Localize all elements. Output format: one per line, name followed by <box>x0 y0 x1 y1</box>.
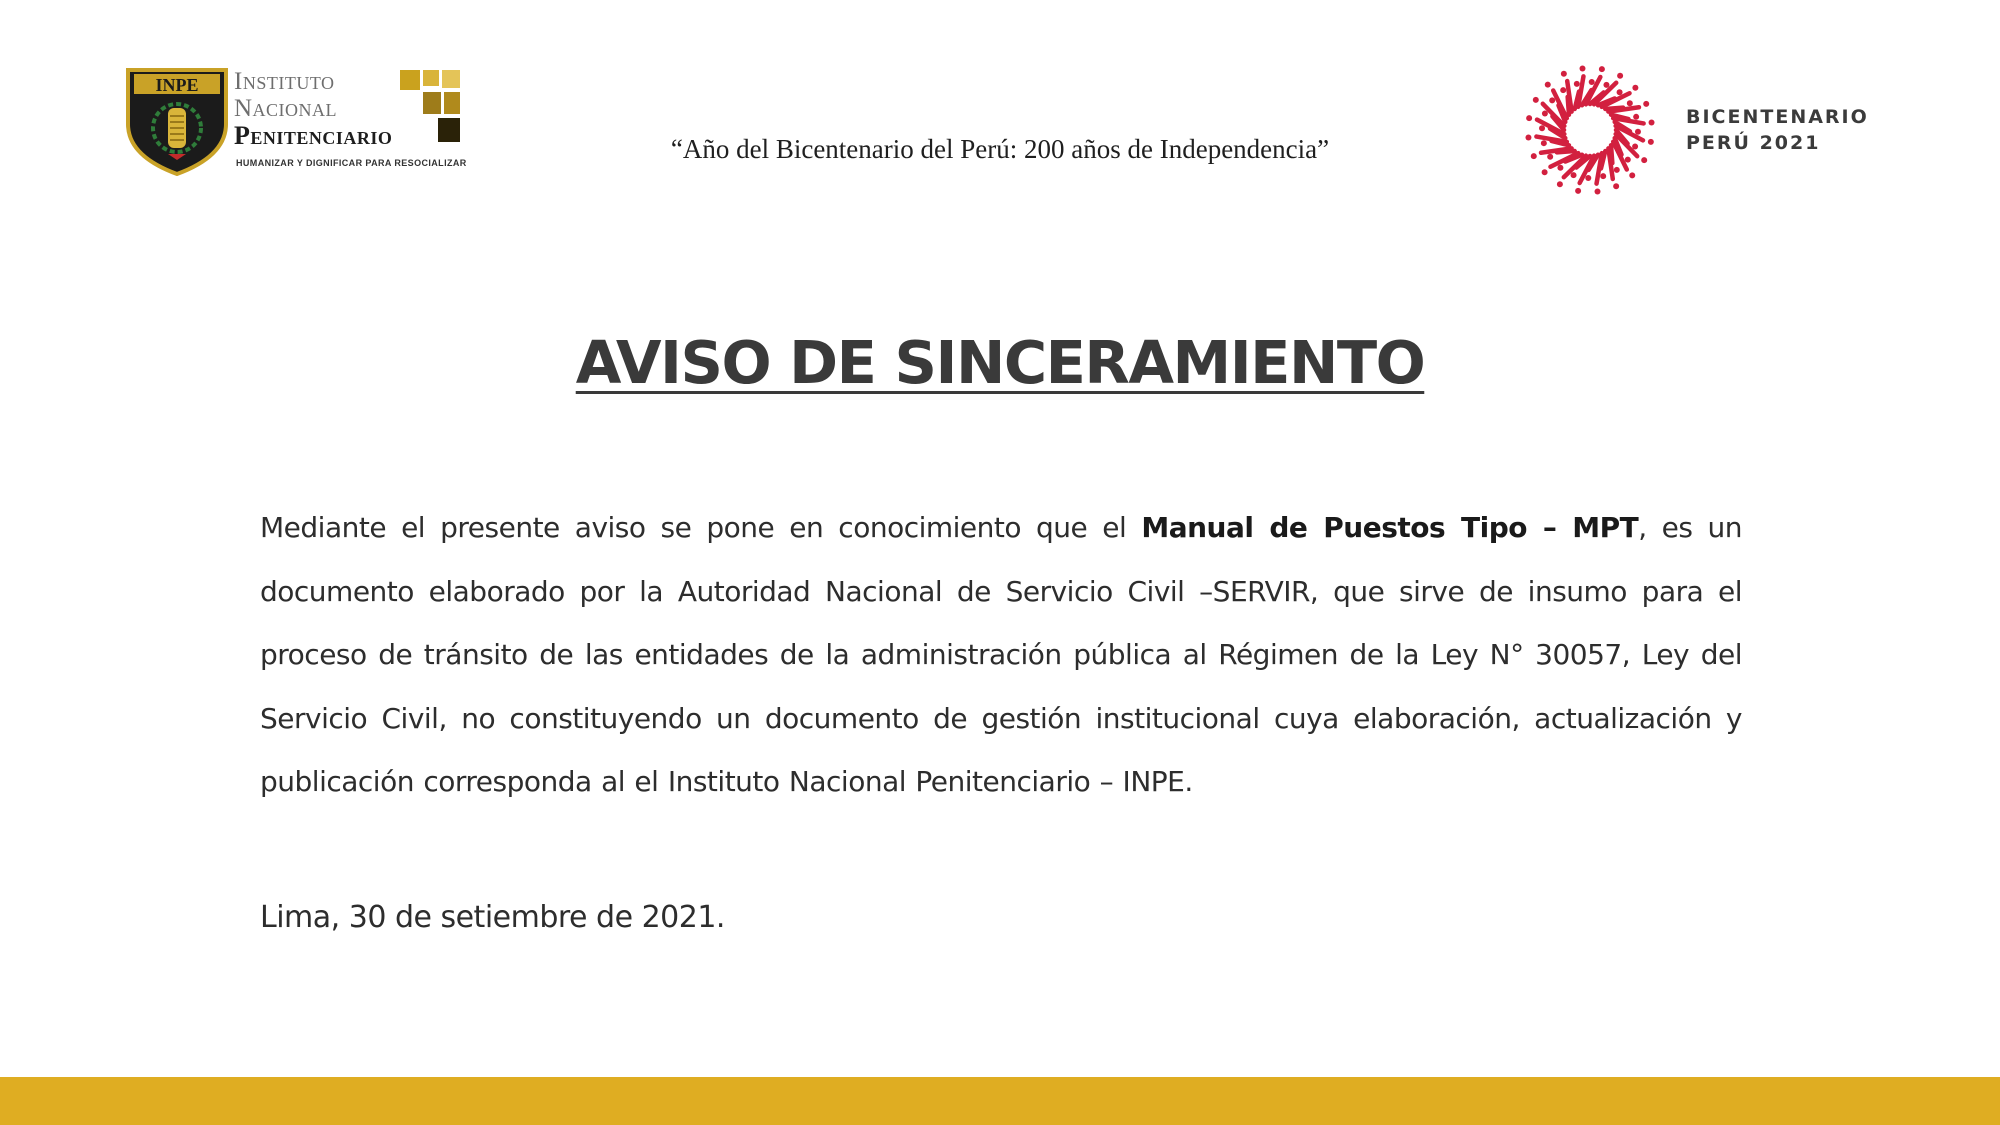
gold-squares-icon <box>400 70 460 142</box>
year-motto: “Año del Bicentenario del Perú: 200 años de Independencia” <box>670 134 1330 164</box>
inpe-name-line-2: Nacional <box>234 95 338 122</box>
bicentenario-line-2: PERÚ 2021 <box>1686 132 1821 154</box>
notice-body <box>260 496 1742 814</box>
inpe-name-line-1: Instituto <box>234 68 335 95</box>
inpe-logo <box>124 64 484 184</box>
inpe-name-line-3: Penitenciario <box>234 121 393 150</box>
notice-title-text: AVISO DE SINCERAMIENTO <box>575 328 1425 397</box>
notice-date: Lima, 30 de setiembre de 2021. <box>260 900 725 935</box>
bicentenario-line-1: BICENTENARIO <box>1686 106 1869 128</box>
notice-title <box>0 328 2000 397</box>
notice-bold-text: Manual de Puestos Tipo – MPT <box>1141 511 1639 544</box>
bicentenario-sun-icon <box>1520 60 1660 200</box>
inpe-tagline: HUMANIZAR Y DIGNIFICAR PARA RESOCIALIZAR <box>236 158 467 168</box>
bicentenario-logo <box>1520 60 1900 200</box>
notice-text-before: Mediante el presente aviso se pone en conocimiento que el <box>260 511 1142 544</box>
inpe-badge-text: INPE <box>155 75 199 95</box>
bicentenario-text <box>1686 104 1869 156</box>
bottom-accent-bar <box>0 1077 2000 1125</box>
notice-text-after: , es un documento elaborado por la Autoridad Nacional de Servicio Civil –SERVIR, que sirve de insumo para el proceso de tránsito de las entidades de la administración pública al Régimen de la Ley N° 30057, Ley del Servicio Civil, no constituyendo un documento de gestión institucional cuya elaboración, actualización y publicación corresponda al el Instituto Nacional Penitenciario – INPE. <box>260 511 1742 798</box>
